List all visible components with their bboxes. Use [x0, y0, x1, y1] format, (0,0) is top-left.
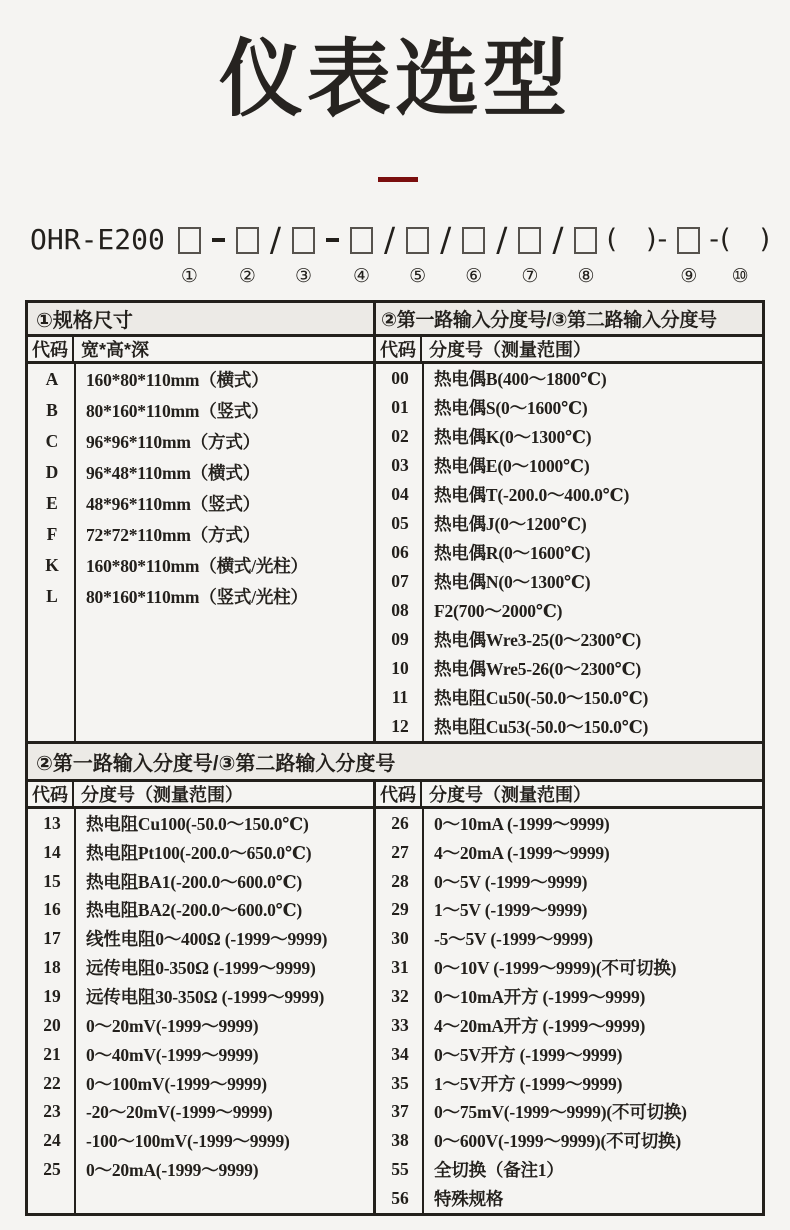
code-cell: 29 [391, 899, 409, 920]
section2-body [28, 809, 762, 1213]
code-cell: 25 [43, 1159, 61, 1180]
spec-cell: F2(700～2000℃) [434, 601, 563, 621]
table-row [376, 838, 762, 867]
spec-cell: -100～100mV(-1999～9999) [86, 1131, 290, 1152]
table-row [28, 953, 373, 982]
model-box-unit [406, 224, 429, 287]
spec-cell: 1～5V (-1999～9999) [434, 900, 588, 921]
section2-right-column [376, 809, 762, 1213]
code-cell: 06 [391, 542, 409, 562]
slash-separator: / [383, 220, 396, 259]
option-code-box [677, 227, 700, 254]
table-row [28, 581, 373, 612]
code-cell: 10 [391, 658, 409, 678]
slash-separator: / [496, 220, 508, 259]
section1-right-header: ②第一路输入分度号/③第二路输入分度号 [381, 310, 717, 331]
table-row [376, 982, 762, 1011]
spec-cell: 160*80*110mm（横式） [86, 370, 269, 390]
spec-cell: 线性电阻0～400Ω (-1999～9999) [86, 929, 328, 950]
spec-cell: 热电阻Cu100(-50.0～150.0℃) [86, 813, 309, 834]
table-row [376, 1126, 762, 1155]
spec-cell: 远传电阻0-350Ω (-1999～9999) [86, 958, 316, 979]
section1-subheader-row [28, 337, 762, 364]
col-header-dimensions: 宽*高*深 [81, 340, 150, 360]
spec-cell: 1～5V开方 (-1999～9999) [434, 1073, 623, 1094]
table-row [376, 654, 762, 683]
code-cell: 02 [391, 426, 409, 446]
code-cell: 28 [391, 870, 409, 891]
model-box-unit [677, 224, 700, 287]
spec-cell: 0～10mA (-1999～9999) [434, 813, 610, 834]
spec-cell: 4～20mA开方 (-1999～9999) [434, 1015, 646, 1036]
code-cell: C [45, 431, 59, 451]
code-cell: 19 [43, 985, 61, 1006]
code-cell: 24 [43, 1130, 61, 1151]
model-separator-unit [550, 220, 565, 287]
spec-cell: 48*96*110mm（竖式） [86, 494, 260, 514]
code-cell: 22 [43, 1072, 61, 1093]
option-code-box [292, 227, 315, 254]
page-title: 仪表选型 [218, 32, 571, 126]
table-row [376, 364, 762, 393]
code-cell: 11 [391, 687, 409, 707]
table-row [28, 1155, 373, 1184]
title-accent-dash [378, 177, 418, 182]
table-row [376, 683, 762, 712]
spec-cell: 热电偶B(400～1800℃) [434, 369, 607, 389]
section1-graduation-column [376, 364, 762, 741]
model-box-unit [462, 224, 485, 287]
spec-cell: 热电偶T(-200.0～400.0℃) [434, 485, 630, 505]
model-prefix: OHR-E200 [30, 223, 165, 256]
position-number-label: ⑥ [465, 265, 483, 287]
code-cell: 34 [391, 1043, 409, 1064]
code-cell: 23 [43, 1101, 61, 1122]
spec-cell: 全切换（备注1） [434, 1160, 564, 1181]
table-row [28, 457, 373, 488]
table-row [28, 1126, 373, 1155]
spec-cell: 热电偶R(0～1600℃) [434, 543, 591, 563]
table-row [376, 1155, 762, 1184]
table-row [28, 1069, 373, 1098]
table-row [376, 1184, 762, 1213]
table-row [28, 924, 373, 953]
option-code-box [574, 227, 597, 254]
table-row [28, 809, 373, 838]
code-cell: 05 [391, 513, 409, 533]
option-code-box [350, 227, 373, 254]
code-cell: 27 [391, 841, 409, 862]
code-cell: 18 [43, 957, 61, 978]
position-number-label: ⑧ [577, 265, 595, 287]
option-code-box [178, 227, 201, 254]
position-number-label: ④ [352, 265, 370, 287]
model-separator-unit [438, 220, 453, 287]
code-cell: 00 [391, 368, 409, 388]
option-code-box [462, 227, 485, 254]
spec-cell: 4～20mA (-1999～9999) [434, 842, 610, 863]
spec-cell: 特殊规格 [434, 1188, 504, 1209]
table-row [376, 393, 762, 422]
code-cell: 56 [391, 1187, 409, 1208]
spec-cell: 热电偶K(0～1300℃) [434, 427, 592, 447]
model-box-unit [518, 224, 541, 287]
model-separator-unit [494, 220, 509, 287]
col-header-code: 代码 [28, 782, 74, 806]
spec-cell: 160*80*110mm（横式/光柱） [86, 556, 308, 576]
table-row [28, 426, 373, 457]
code-cell: 37 [391, 1101, 409, 1122]
spec-cell: 0～10V (-1999～9999)(不可切换) [434, 958, 677, 979]
position-number-label: ③ [294, 265, 312, 287]
code-cell: 09 [391, 629, 409, 649]
code-cell: 04 [391, 484, 409, 504]
slash-separator: / [269, 220, 281, 259]
table-row [28, 1097, 373, 1126]
table-row [28, 395, 373, 426]
model-paren-unit [709, 224, 771, 287]
table-row [28, 364, 373, 395]
table-row [28, 550, 373, 581]
position-number-label: ⑦ [521, 265, 539, 287]
table-row [376, 1040, 762, 1069]
selection-table [25, 300, 765, 1216]
model-separator-unit [210, 224, 227, 287]
spec-cell: 热电阻Cu53(-50.0～150.0℃) [434, 717, 649, 737]
paren-separator: ( )- [606, 224, 669, 255]
table-row [28, 838, 373, 867]
code-cell: 15 [43, 870, 61, 891]
paren-separator: -( ) [709, 224, 772, 255]
model-code-line [30, 220, 772, 287]
model-box-unit [178, 224, 201, 287]
table-row [28, 867, 373, 896]
spec-cell: 热电阻Cu50(-50.0～150.0℃) [434, 688, 649, 708]
table-row [376, 625, 762, 654]
code-cell: 32 [391, 985, 409, 1006]
code-cell: 14 [43, 841, 61, 862]
code-cell: F [46, 524, 58, 544]
code-cell: 07 [391, 571, 409, 591]
model-paren-unit [606, 224, 668, 287]
table-row [28, 896, 373, 925]
section1-body [28, 364, 762, 741]
code-cell: 13 [43, 812, 61, 833]
section2-subheader-row [28, 782, 762, 809]
table-row [28, 1011, 373, 1040]
model-box-unit [350, 224, 373, 287]
option-code-box [406, 227, 429, 254]
code-cell: 33 [391, 1014, 409, 1035]
code-cell: E [46, 493, 58, 513]
code-cell: K [45, 555, 59, 575]
table-row [376, 422, 762, 451]
position-number-label: ⑨ [680, 265, 698, 287]
section1-left-header: ①规格尺寸 [28, 303, 376, 334]
table-row [376, 924, 762, 953]
spec-cell: 远传电阻30-350Ω (-1999～9999) [86, 986, 325, 1007]
table-row [376, 509, 762, 538]
spec-cell: 96*48*110mm（横式） [86, 463, 260, 483]
col-header-code: 代码 [376, 782, 422, 806]
table-row [376, 1097, 762, 1126]
spec-cell: 0～40mV(-1999～9999) [86, 1044, 259, 1065]
spec-cell: 72*72*110mm（方式） [86, 525, 260, 545]
spec-cell: 热电偶Wre3-25(0～2300℃) [434, 630, 642, 650]
model-box-unit [292, 224, 315, 287]
spec-cell: -5～5V (-1999～9999) [434, 929, 593, 950]
section2-left-column [28, 809, 376, 1213]
spec-cell: 0～20mV(-1999～9999) [86, 1015, 259, 1036]
section1-header-row [28, 303, 762, 337]
spec-cell: 0～5V (-1999～9999) [434, 871, 588, 892]
col-header-code: 代码 [28, 337, 74, 361]
code-cell: 08 [391, 600, 409, 620]
code-cell: 17 [43, 928, 61, 949]
spec-cell: 热电偶S(0～1600℃) [434, 398, 588, 418]
col-header-graduation: 分度号（测量范围） [81, 785, 243, 805]
code-cell: 16 [43, 899, 61, 920]
spec-cell: 热电偶N(0～1300℃) [434, 572, 591, 592]
table-row [376, 896, 762, 925]
model-prefix-unit [30, 224, 169, 287]
spec-cell: 热电偶E(0～1000℃) [434, 456, 590, 476]
table-row [376, 451, 762, 480]
spec-cell: 0～600V(-1999～9999)(不可切换) [434, 1131, 681, 1152]
col-header-graduation: 分度号（测量范围） [429, 785, 591, 805]
model-separator-unit [382, 220, 397, 287]
section1-size-column [28, 364, 376, 741]
dash-separator [212, 238, 225, 242]
spec-cell: 0～100mV(-1999～9999) [86, 1073, 267, 1094]
code-cell: 01 [391, 397, 409, 417]
spec-cell: 0～75mV(-1999～9999)(不可切换) [434, 1102, 687, 1123]
code-cell: L [46, 586, 58, 606]
table-row [376, 953, 762, 982]
code-cell: 30 [391, 928, 409, 949]
spec-cell: 0～5V开方 (-1999～9999) [434, 1044, 623, 1065]
model-box-unit [236, 224, 259, 287]
code-cell: A [45, 369, 59, 389]
code-cell: 03 [391, 455, 409, 475]
code-cell: 38 [391, 1130, 409, 1151]
table-row [28, 982, 373, 1011]
code-cell: 21 [43, 1043, 61, 1064]
model-box-unit [574, 224, 597, 287]
spec-cell: 0～10mA开方 (-1999～9999) [434, 986, 646, 1007]
spec-cell: 热电阻BA2(-200.0～600.0℃) [86, 900, 303, 921]
table-row [376, 538, 762, 567]
spec-cell: 0～20mA(-1999～9999) [86, 1160, 259, 1181]
spec-cell: 热电偶Wre5-26(0～2300℃) [434, 659, 642, 679]
code-cell: 31 [391, 957, 409, 978]
table-row [376, 809, 762, 838]
spec-cell: 80*160*110mm（竖式） [86, 401, 269, 421]
spec-cell: 96*96*110mm（方式） [86, 432, 260, 452]
code-cell: 55 [391, 1159, 409, 1180]
col-header-graduation: 分度号（测量范围） [429, 340, 591, 360]
table-row [28, 519, 373, 550]
option-code-box [518, 227, 541, 254]
spec-cell: -20～20mV(-1999～9999) [86, 1102, 273, 1123]
table-row [28, 1040, 373, 1069]
table-row [376, 867, 762, 896]
section2-header: ②第一路输入分度号/③第二路输入分度号 [28, 741, 762, 782]
position-number-label: ① [180, 265, 198, 287]
table-row [376, 712, 762, 741]
code-cell: D [45, 462, 59, 482]
table-row [28, 488, 373, 519]
spec-cell: 80*160*110mm（竖式/光柱） [86, 587, 308, 607]
code-cell: B [46, 400, 58, 420]
option-code-box [236, 227, 259, 254]
position-number-label: ⑩ [731, 265, 749, 287]
model-separator-unit [268, 220, 283, 287]
code-cell: 26 [391, 812, 409, 833]
position-number-label: ② [238, 265, 256, 287]
model-separator-unit [324, 224, 341, 287]
code-cell: 12 [391, 716, 409, 736]
table-row [376, 596, 762, 625]
table-row [376, 480, 762, 509]
spec-cell: 热电阻Pt100(-200.0～650.0℃) [86, 842, 312, 863]
table-row [376, 567, 762, 596]
table-row [376, 1011, 762, 1040]
position-number-label: ⑤ [409, 265, 427, 287]
table-row [376, 1069, 762, 1098]
col-header-code: 代码 [376, 337, 422, 361]
spec-cell: 热电偶J(0～1200℃) [434, 514, 587, 534]
dash-separator [326, 238, 339, 242]
slash-separator: / [440, 220, 452, 259]
code-cell: 20 [43, 1014, 61, 1035]
spec-cell: 热电阻BA1(-200.0～600.0℃) [86, 871, 303, 892]
slash-separator: / [552, 220, 564, 259]
code-cell: 35 [391, 1072, 409, 1093]
